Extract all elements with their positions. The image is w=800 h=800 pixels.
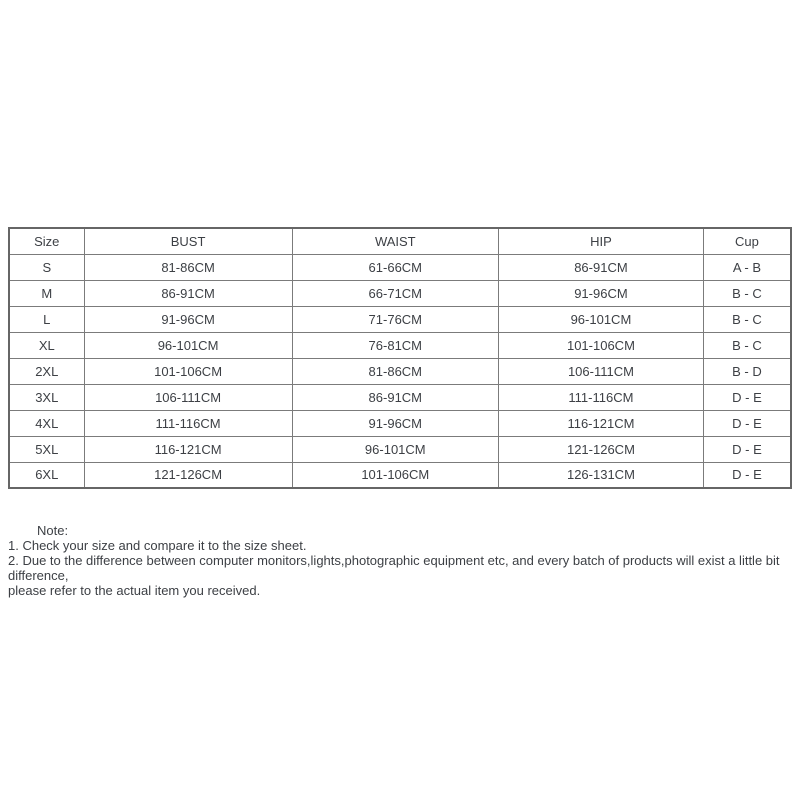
table-cell: B - D [703,358,791,384]
table-cell: B - C [703,332,791,358]
table-cell: 96-101CM [292,436,498,462]
table-cell: 4XL [9,410,84,436]
table-cell: 2XL [9,358,84,384]
table-cell: 121-126CM [84,462,292,488]
table-cell: 6XL [9,462,84,488]
table-cell: 121-126CM [499,436,704,462]
table-cell: 81-86CM [84,254,292,280]
table-cell: 126-131CM [499,462,704,488]
table-row [9,280,791,306]
column-header: WAIST [292,228,498,254]
table-cell: 86-91CM [84,280,292,306]
table-cell: A - B [703,254,791,280]
table-cell: 101-106CM [84,358,292,384]
table-cell: 76-81CM [292,332,498,358]
note-section [8,523,796,598]
column-header: BUST [84,228,292,254]
table-cell: D - E [703,436,791,462]
table-cell: L [9,306,84,332]
table-cell: 111-116CM [499,384,704,410]
table-cell: B - C [703,306,791,332]
table-cell: 106-111CM [499,358,704,384]
table-row [9,410,791,436]
table-cell: 91-96CM [84,306,292,332]
note-title: Note: [37,523,69,538]
table-cell: 66-71CM [292,280,498,306]
table-cell: M [9,280,84,306]
table-cell: 91-96CM [499,280,704,306]
note-line-3: please refer to the actual item you received. [8,583,261,598]
table-cell: 101-106CM [499,332,704,358]
note-line-1: 1. Check your size and compare it to the size sheet. [8,538,307,553]
table-cell: 86-91CM [499,254,704,280]
table-cell: B - C [703,280,791,306]
table-row [9,358,791,384]
table-row [9,254,791,280]
table-cell: 116-121CM [84,436,292,462]
table-cell: 96-101CM [499,306,704,332]
table-cell: 71-76CM [292,306,498,332]
table-cell: D - E [703,462,791,488]
table-row [9,306,791,332]
table-cell: S [9,254,84,280]
table-cell: 111-116CM [84,410,292,436]
table-row [9,436,791,462]
table-cell: XL [9,332,84,358]
table-cell: 106-111CM [84,384,292,410]
column-header: Cup [703,228,791,254]
table-cell: 96-101CM [84,332,292,358]
size-chart-table [8,227,792,489]
table-row [9,384,791,410]
table-cell: 116-121CM [499,410,704,436]
table-row [9,462,791,488]
table-cell: 5XL [9,436,84,462]
size-table-body [9,254,791,488]
table-cell: 3XL [9,384,84,410]
table-cell: 86-91CM [292,384,498,410]
table-cell: 101-106CM [292,462,498,488]
column-header: Size [9,228,84,254]
note-line-2: 2. Due to the difference between computer monitors,lights,photographic equipment etc, and every batch of products will exist a little bit difference, [8,553,780,583]
table-cell: 91-96CM [292,410,498,436]
column-header: HIP [499,228,704,254]
table-cell: D - E [703,384,791,410]
table-header-row [9,228,791,254]
table-cell: D - E [703,410,791,436]
table-cell: 81-86CM [292,358,498,384]
table-row [9,332,791,358]
table-cell: 61-66CM [292,254,498,280]
